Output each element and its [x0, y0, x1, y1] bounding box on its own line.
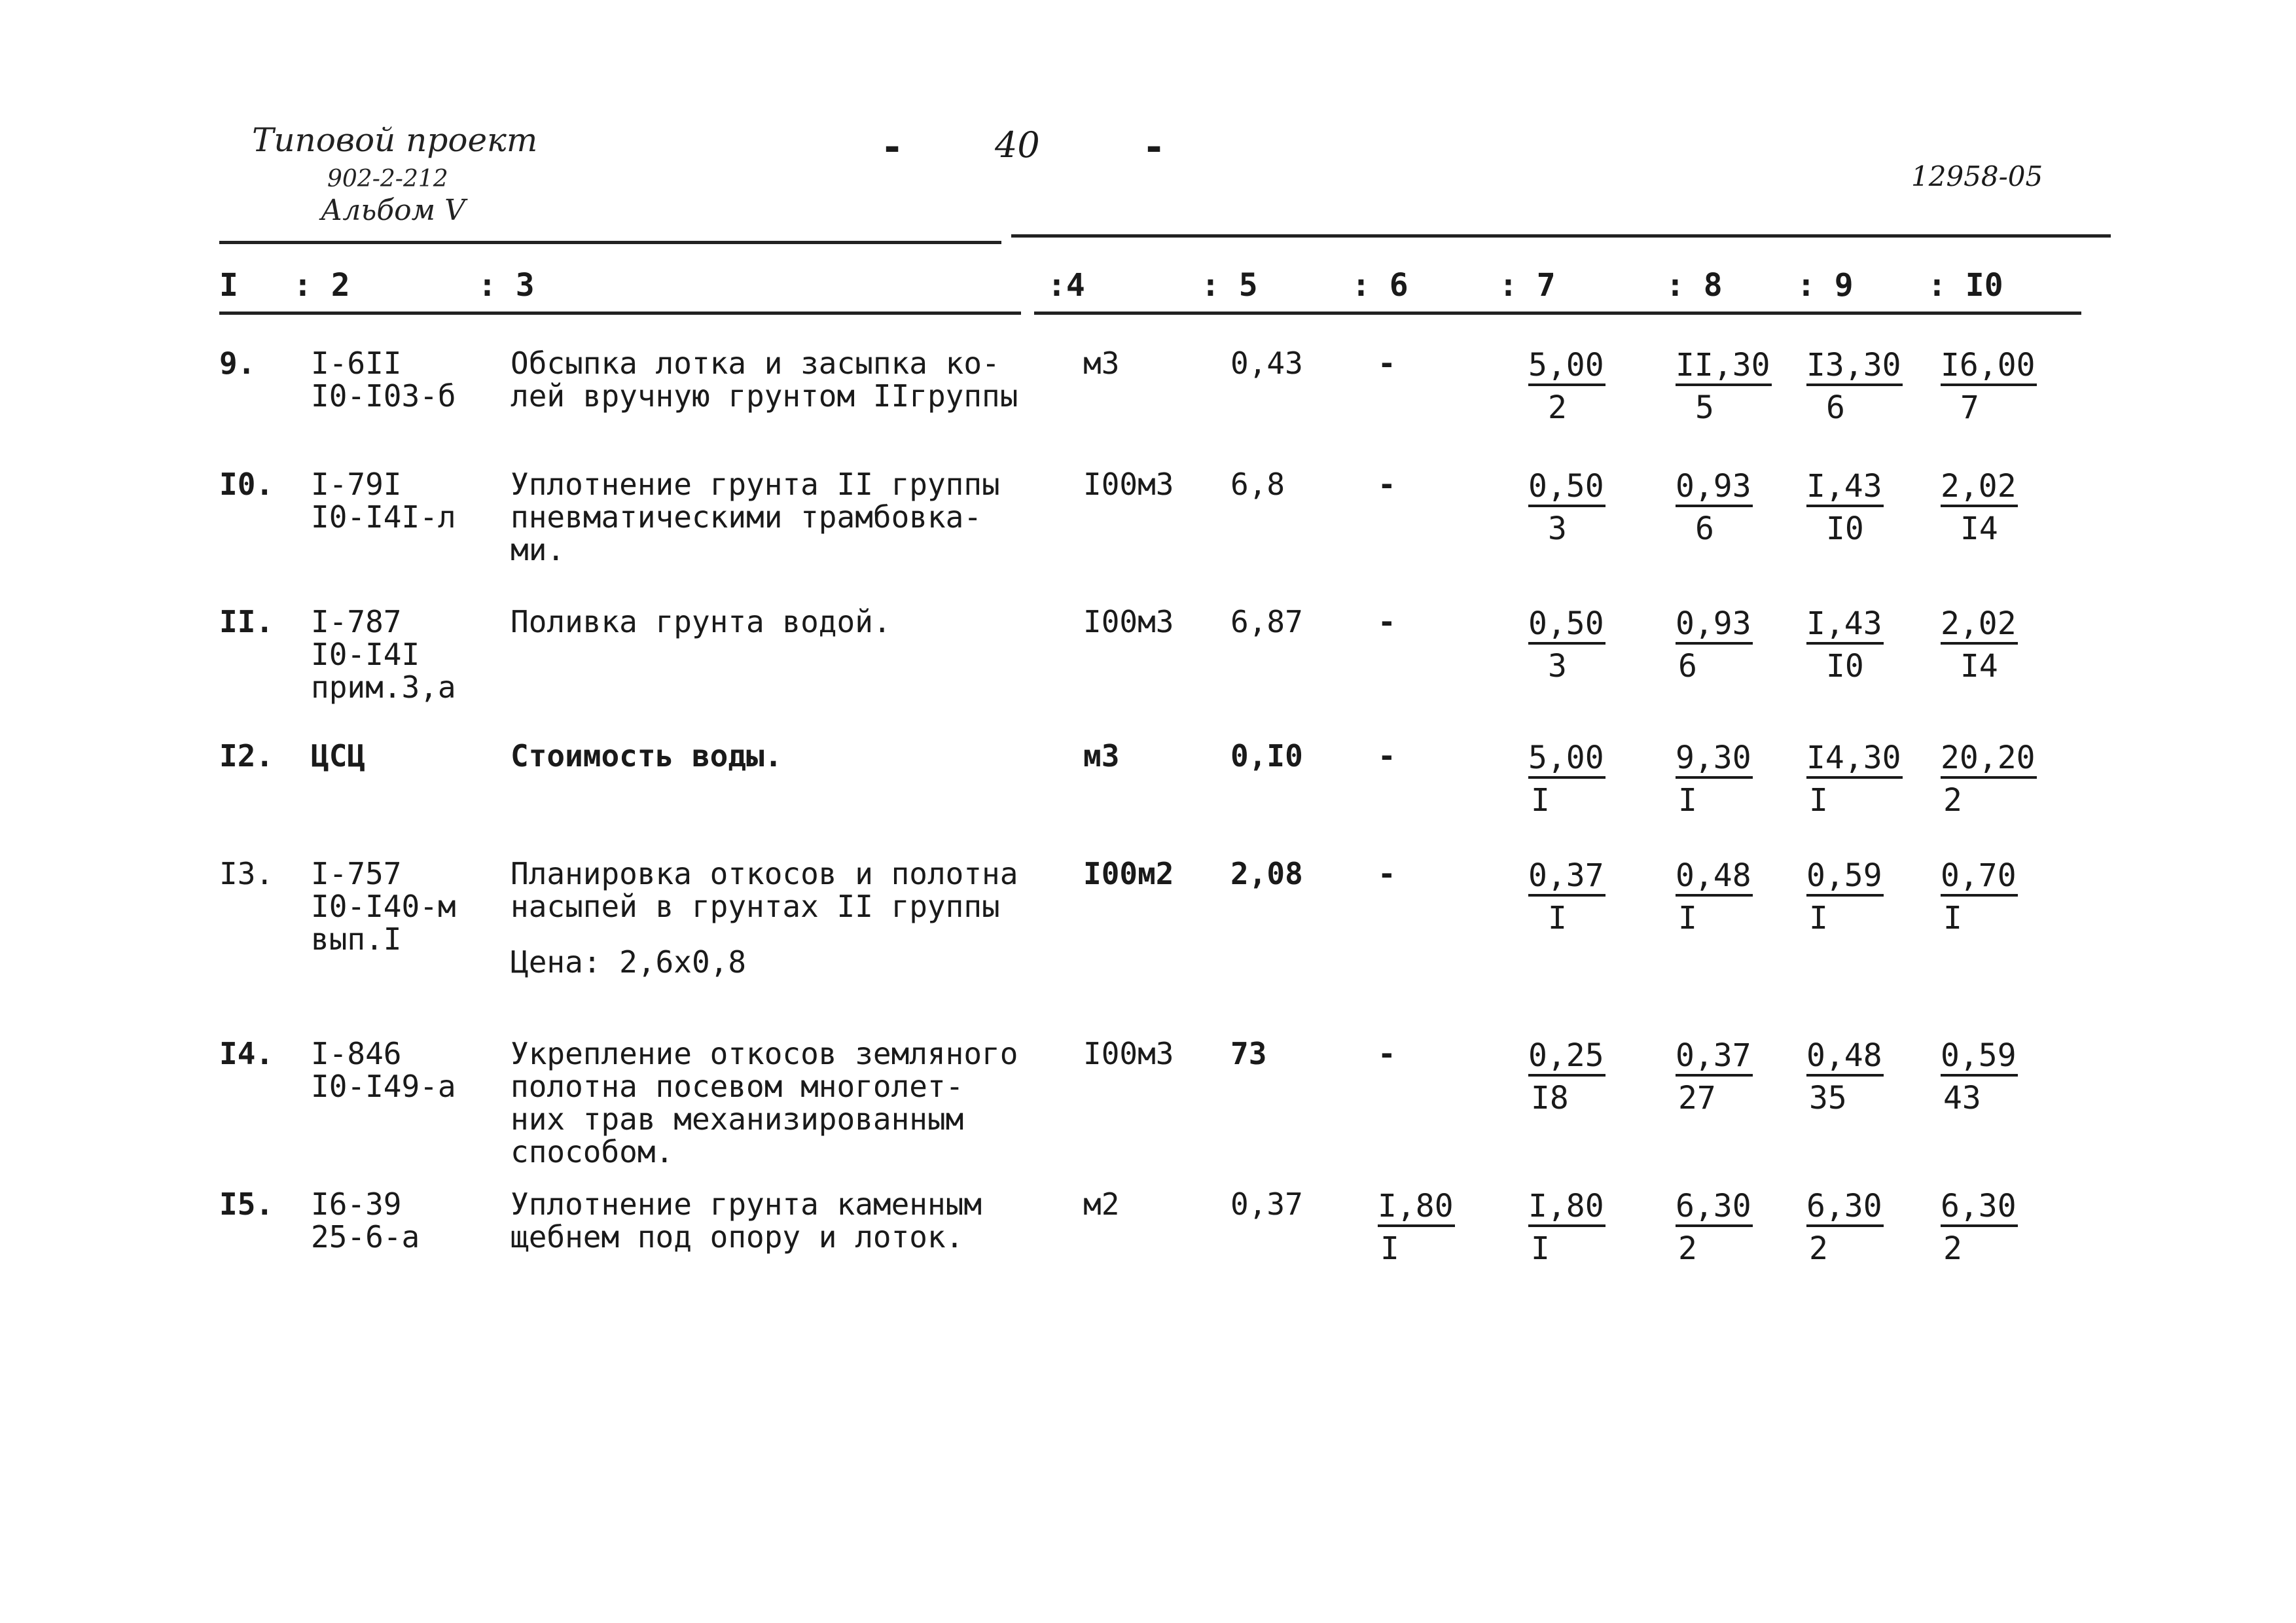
column-6-value: -	[1378, 346, 1396, 381]
column-10-value	[1941, 602, 2018, 683]
labor-value: 6	[1826, 389, 1845, 426]
labor-value: I	[1380, 1230, 1399, 1267]
document-id: 12958-05	[1911, 160, 2043, 192]
labor-value: 27	[1678, 1080, 1716, 1116]
column-9-value	[1806, 602, 1884, 683]
work-description: насыпей в грунтах II группы	[511, 889, 1000, 924]
rate-code: I-757	[311, 856, 402, 891]
work-description: пневматическими трамбовка-	[511, 499, 982, 535]
price-note: Цена: 2,6х0,8	[511, 944, 747, 980]
labor-value: I	[1809, 782, 1828, 819]
labor-value: I	[1678, 782, 1697, 819]
project-code: 902-2-212	[327, 166, 448, 192]
price-value: 20,20	[1941, 741, 2037, 779]
column-header-7: : 7	[1499, 267, 1556, 304]
page-dash-left: -	[880, 124, 905, 170]
row-number: I5.	[219, 1186, 274, 1222]
row-number: II.	[219, 604, 274, 639]
work-description: Планировка откосов и полотна	[511, 856, 1018, 891]
column-header-4: :4	[1047, 267, 1085, 304]
price-value: I6,00	[1941, 348, 2037, 386]
column-8-value	[1676, 736, 1753, 817]
column-8-value	[1676, 1185, 1753, 1266]
labor-value: I	[1548, 900, 1567, 936]
labor-value: 35	[1809, 1080, 1847, 1116]
row-number: I0.	[219, 467, 274, 502]
column-header-3: : 3	[478, 267, 535, 304]
column-header-rule	[219, 312, 1021, 315]
unit: м3	[1083, 346, 1120, 381]
column-10-value	[1941, 854, 2018, 935]
work-description: лей вручную грунтом IIгруппы	[511, 378, 1018, 414]
column-9-value	[1806, 736, 1903, 817]
labor-value: 2	[1943, 782, 1962, 819]
price-value: 5,00	[1528, 741, 1605, 779]
column-10-value	[1941, 344, 2037, 425]
column-7-value	[1528, 1185, 1605, 1266]
price-value: 6,30	[1941, 1189, 2018, 1227]
labor-value: I	[1943, 900, 1962, 936]
unit: I00м3	[1083, 467, 1174, 502]
column-7-value	[1528, 602, 1605, 683]
rate-code: вып.I	[311, 921, 402, 957]
work-description: Уплотнение грунта II группы	[511, 467, 1000, 502]
price-value: 0,59	[1941, 1039, 2018, 1077]
price-value: 0,37	[1528, 859, 1605, 897]
column-header-2: : 2	[293, 267, 350, 304]
rate-code: I6-39	[311, 1186, 402, 1222]
column-header-6: : 6	[1352, 267, 1408, 304]
quantity: 0,43	[1230, 346, 1303, 381]
price-value: 2,02	[1941, 469, 2018, 507]
price-value: I,80	[1528, 1189, 1605, 1227]
price-value: 0,25	[1528, 1039, 1605, 1077]
column-8-value	[1676, 602, 1753, 683]
price-value: I,43	[1806, 469, 1884, 507]
price-value: 9,30	[1676, 741, 1753, 779]
header-rule	[1011, 234, 2111, 238]
price-value: I,80	[1378, 1189, 1455, 1227]
price-value: 0,70	[1941, 859, 2018, 897]
work-description: щебнем под опору и лоток.	[511, 1219, 964, 1255]
labor-value: 2	[1809, 1230, 1828, 1267]
labor-value: 2	[1678, 1230, 1697, 1267]
column-header-10: : I0	[1928, 267, 2003, 304]
rate-code: I0-I40-м	[311, 889, 456, 924]
column-8-value	[1676, 1034, 1753, 1115]
column-6-value	[1378, 1185, 1455, 1266]
work-description: Стоимость воды.	[511, 738, 783, 774]
work-description: Обсыпка лотка и засыпка ко-	[511, 346, 1000, 381]
column-9-value	[1806, 344, 1903, 425]
column-9-value	[1806, 854, 1884, 935]
column-header-8: : 8	[1666, 267, 1723, 304]
work-description: Поливка грунта водой.	[511, 604, 891, 639]
column-header-1: I	[219, 267, 238, 304]
column-header-rule	[1034, 312, 2081, 315]
quantity: 0,37	[1230, 1186, 1303, 1222]
price-value: I4,30	[1806, 741, 1903, 779]
column-10-value	[1941, 465, 2018, 546]
rate-code: I0-I4I-л	[311, 499, 456, 535]
column-10-value	[1941, 736, 2037, 817]
work-description: способом.	[511, 1134, 674, 1169]
price-value: I3,30	[1806, 348, 1903, 386]
price-value: 0,48	[1806, 1039, 1884, 1077]
quantity: 6,8	[1230, 467, 1285, 502]
price-value: 6,30	[1806, 1189, 1884, 1227]
column-6-value: -	[1378, 856, 1396, 891]
unit: I00м2	[1083, 856, 1174, 891]
quantity: 73	[1230, 1036, 1267, 1071]
rate-code: прим.3,а	[311, 669, 456, 705]
column-8-value	[1676, 465, 1753, 546]
work-description: ми.	[511, 532, 565, 567]
unit: I00м3	[1083, 1036, 1174, 1071]
column-8-value	[1676, 344, 1772, 425]
labor-value: I	[1809, 900, 1828, 936]
rate-code: I-6II	[311, 346, 402, 381]
labor-value: 7	[1960, 389, 1979, 426]
quantity: 6,87	[1230, 604, 1303, 639]
album-label: Альбом V	[321, 194, 465, 227]
quantity: 0,I0	[1230, 738, 1303, 774]
labor-value: 5	[1695, 389, 1714, 426]
labor-value: I0	[1826, 510, 1864, 547]
labor-value: I4	[1960, 510, 1998, 547]
rate-code: I0-I03-б	[311, 378, 456, 414]
row-number: 9.	[219, 346, 256, 381]
column-10-value	[1941, 1034, 2018, 1115]
work-description: Уплотнение грунта каменным	[511, 1186, 982, 1222]
column-6-value: -	[1378, 467, 1396, 502]
price-value: 5,00	[1528, 348, 1605, 386]
unit: м3	[1083, 738, 1120, 774]
price-value: II,30	[1676, 348, 1772, 386]
labor-value: 43	[1943, 1080, 1981, 1116]
unit: I00м3	[1083, 604, 1174, 639]
column-8-value	[1676, 854, 1753, 935]
column-6-value: -	[1378, 738, 1396, 774]
price-value: 0,48	[1676, 859, 1753, 897]
column-6-value: -	[1378, 1036, 1396, 1071]
price-value: 0,50	[1528, 469, 1605, 507]
column-7-value	[1528, 854, 1605, 935]
labor-value: I	[1531, 1230, 1550, 1267]
rate-code: 25-6-а	[311, 1219, 420, 1255]
labor-value: 2	[1548, 389, 1567, 426]
unit: м2	[1083, 1186, 1120, 1222]
column-header-5: : 5	[1201, 267, 1258, 304]
rate-code: I-787	[311, 604, 402, 639]
header-rule	[219, 241, 1001, 244]
labor-value: 6	[1678, 648, 1697, 685]
price-value: 0,59	[1806, 859, 1884, 897]
row-number: I2.	[219, 738, 274, 774]
column-7-value	[1528, 344, 1605, 425]
price-value: 2,02	[1941, 607, 2018, 645]
work-description: полотна посевом многолет-	[511, 1069, 964, 1104]
price-value: I,43	[1806, 607, 1884, 645]
price-value: 6,30	[1676, 1189, 1753, 1227]
quantity: 2,08	[1230, 856, 1303, 891]
labor-value: I0	[1826, 648, 1864, 685]
rate-code: ЦСЦ	[311, 738, 366, 774]
column-header-9: : 9	[1797, 267, 1854, 304]
rate-code: I-79I	[311, 467, 402, 502]
labor-value: I	[1531, 782, 1550, 819]
labor-value: 2	[1943, 1230, 1962, 1267]
column-9-value	[1806, 1185, 1884, 1266]
price-value: 0,37	[1676, 1039, 1753, 1077]
work-description: Укрепление откосов земляного	[511, 1036, 1018, 1071]
page-dash-right: -	[1142, 124, 1166, 170]
column-10-value	[1941, 1185, 2018, 1266]
column-9-value	[1806, 1034, 1884, 1115]
rate-code: I0-I49-а	[311, 1069, 456, 1104]
labor-value: 3	[1548, 510, 1567, 547]
price-value: 0,93	[1676, 607, 1753, 645]
column-7-value	[1528, 1034, 1605, 1115]
labor-value: I8	[1531, 1080, 1569, 1116]
row-number: I4.	[219, 1036, 274, 1071]
column-7-value	[1528, 736, 1605, 817]
price-value: 0,50	[1528, 607, 1605, 645]
price-value: 0,93	[1676, 469, 1753, 507]
labor-value: 3	[1548, 648, 1567, 685]
labor-value: I	[1678, 900, 1697, 936]
page-number: 40	[995, 124, 1040, 166]
project-title: Типовой проект	[252, 121, 538, 159]
column-9-value	[1806, 465, 1884, 546]
rate-code: I-846	[311, 1036, 402, 1071]
column-7-value	[1528, 465, 1605, 546]
work-description: них трав механизированным	[511, 1101, 964, 1137]
labor-value: 6	[1695, 510, 1714, 547]
labor-value: I4	[1960, 648, 1998, 685]
rate-code: I0-I4I	[311, 637, 420, 672]
column-6-value: -	[1378, 604, 1396, 639]
row-number: I3.	[219, 856, 274, 891]
